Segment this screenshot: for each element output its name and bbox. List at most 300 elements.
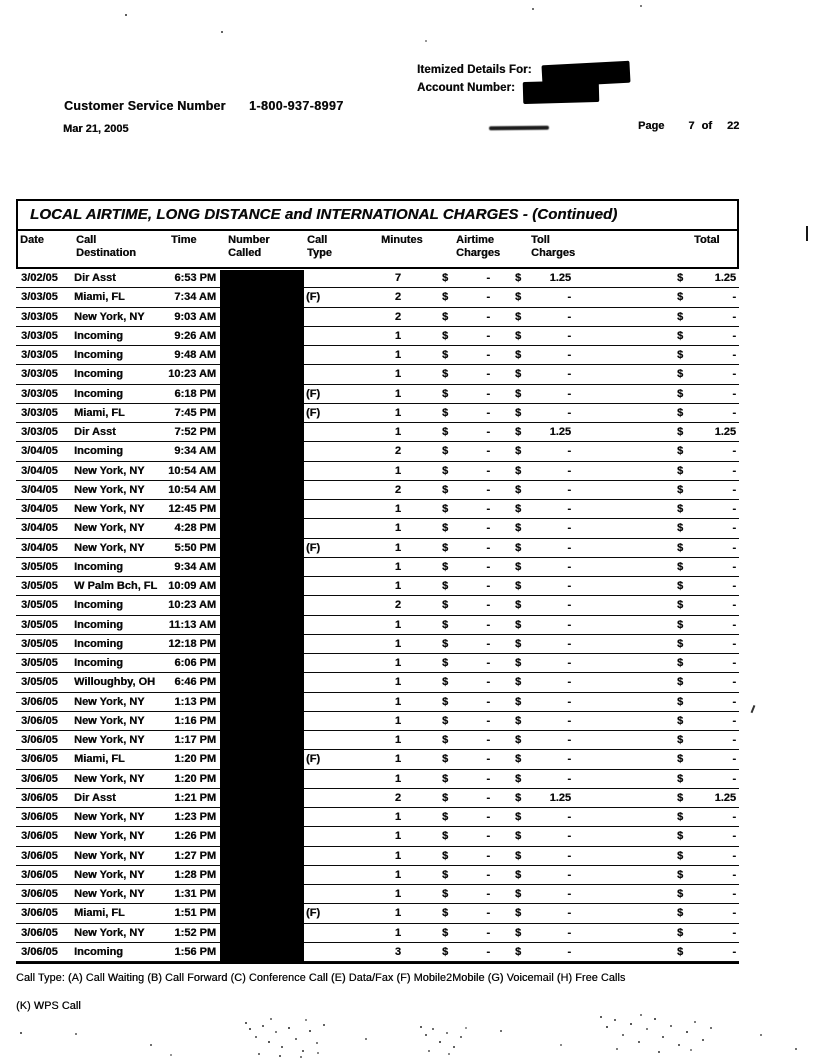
- total-charge-value: -: [732, 580, 736, 592]
- call-time: 10:23 AM: [168, 599, 216, 612]
- call-destination: New York, NY: [74, 830, 145, 843]
- airtime-currency-symbol: $: [442, 272, 449, 284]
- total-charge-value: -: [732, 695, 736, 708]
- airtime-charge-value: -: [486, 695, 490, 708]
- call-minutes: 1: [394, 811, 401, 823]
- total-charge-value: -: [732, 503, 736, 515]
- call-date: 3/06/05: [21, 734, 58, 746]
- table-row: [16, 288, 739, 307]
- table-row: [16, 442, 739, 461]
- airtime-charge-value: -: [486, 368, 490, 381]
- total-charge-value: -: [732, 599, 736, 612]
- call-destination: New York, NY: [74, 522, 145, 535]
- total-currency-symbol: $: [677, 349, 684, 361]
- call-time: 11:13 AM: [168, 618, 216, 631]
- airtime-currency-symbol: $: [442, 618, 449, 631]
- airtime-currency-symbol: $: [442, 599, 449, 612]
- airtime-charge-value: -: [486, 522, 490, 535]
- airtime-charge-value: -: [486, 637, 490, 650]
- redaction-smudge: [489, 126, 549, 131]
- call-time: 6:06 PM: [174, 657, 216, 669]
- column-header-number-called: Number Called: [228, 234, 270, 259]
- call-time: 10:54 AM: [168, 464, 216, 477]
- total-currency-symbol: $: [677, 483, 684, 496]
- toll-currency-symbol: $: [515, 291, 522, 304]
- charges-table: [16, 199, 739, 964]
- airtime-charge-value: -: [486, 811, 490, 823]
- table-row: [16, 385, 739, 404]
- call-time: 1:28 PM: [174, 868, 216, 881]
- total-charge-value: -: [732, 907, 736, 920]
- toll-currency-symbol: $: [515, 888, 522, 900]
- call-type-code: (F): [306, 541, 321, 554]
- toll-currency-symbol: $: [515, 657, 522, 669]
- airtime-currency-symbol: $: [442, 714, 449, 727]
- total-charge-value: -: [732, 830, 736, 843]
- call-time: 12:45 PM: [168, 503, 216, 515]
- toll-charge-value: -: [567, 368, 571, 381]
- call-minutes: 1: [394, 926, 401, 939]
- total-currency-symbol: $: [677, 657, 684, 669]
- call-destination: New York, NY: [74, 541, 145, 554]
- airtime-charge-value: -: [486, 657, 490, 669]
- call-time: 6:46 PM: [174, 676, 216, 689]
- toll-charge-value: 1.25: [549, 426, 571, 438]
- call-date: 3/06/05: [21, 888, 58, 900]
- toll-charge-value: 1.25: [549, 272, 571, 284]
- airtime-currency-symbol: $: [442, 907, 449, 920]
- call-minutes: 3: [394, 945, 401, 958]
- call-date: 3/06/05: [21, 926, 58, 939]
- call-type-code: (F): [306, 406, 321, 419]
- call-time: 1:23 PM: [174, 811, 216, 823]
- call-minutes: 1: [394, 426, 401, 438]
- total-charge-value: -: [732, 734, 736, 746]
- call-date: 3/02/05: [21, 272, 58, 284]
- call-time: 4:28 PM: [174, 522, 216, 535]
- airtime-charge-value: -: [486, 791, 490, 804]
- call-type-code: (F): [306, 387, 321, 400]
- call-minutes: 1: [394, 464, 401, 477]
- call-destination: Miami, FL: [74, 907, 125, 920]
- total-charge-value: -: [732, 676, 736, 689]
- toll-charge-value: -: [567, 695, 571, 708]
- airtime-charge-value: -: [486, 329, 490, 342]
- toll-currency-symbol: $: [515, 599, 522, 612]
- total-currency-symbol: $: [677, 406, 684, 419]
- airtime-charge-value: -: [486, 907, 490, 920]
- total-charge-value: -: [732, 618, 736, 631]
- call-destination: Incoming: [74, 368, 123, 381]
- total-charge-value: -: [732, 945, 736, 958]
- call-type-code: (F): [306, 291, 321, 304]
- airtime-charge-value: -: [486, 310, 490, 323]
- total-charge-value: 1.25: [714, 272, 736, 284]
- call-time: 1:26 PM: [174, 830, 216, 843]
- call-minutes: 7: [394, 272, 401, 284]
- scan-noise-bottom-left: [245, 1022, 247, 1024]
- account-number-label: Account Number:: [417, 82, 515, 94]
- call-date: 3/06/05: [21, 849, 58, 862]
- call-date: 3/04/05: [21, 483, 58, 496]
- call-destination: New York, NY: [74, 868, 145, 881]
- total-currency-symbol: $: [677, 541, 684, 554]
- call-destination: Incoming: [74, 560, 123, 573]
- call-destination: New York, NY: [74, 714, 145, 727]
- airtime-currency-symbol: $: [442, 657, 449, 669]
- call-time: 7:45 PM: [174, 406, 216, 419]
- scan-noise-scatter: [20, 1032, 22, 1034]
- airtime-currency-symbol: $: [442, 387, 449, 400]
- column-header-minutes: Minutes: [381, 234, 423, 246]
- table-row: [16, 904, 739, 923]
- call-destination: New York, NY: [74, 849, 145, 862]
- toll-currency-symbol: $: [515, 676, 522, 689]
- airtime-currency-symbol: $: [442, 734, 449, 746]
- call-date: 3/04/05: [21, 541, 58, 554]
- total-currency-symbol: $: [677, 599, 684, 612]
- scan-noise-bottom-right: [600, 1016, 602, 1018]
- total-currency-symbol: $: [677, 272, 684, 284]
- call-date: 3/05/05: [21, 599, 58, 612]
- toll-charge-value: -: [567, 945, 571, 958]
- call-time: 5:50 PM: [174, 541, 216, 554]
- call-date: 3/06/05: [21, 791, 58, 804]
- call-time: 10:09 AM: [168, 580, 216, 592]
- call-date: 3/03/05: [21, 349, 58, 361]
- table-body: [16, 269, 739, 964]
- call-date: 3/06/05: [21, 945, 58, 958]
- call-date: 3/06/05: [21, 868, 58, 881]
- total-charge-value: -: [732, 464, 736, 477]
- table-row: [16, 847, 739, 866]
- call-minutes: 2: [394, 291, 401, 304]
- call-minutes: 1: [394, 560, 401, 573]
- toll-charge-value: -: [567, 560, 571, 573]
- airtime-charge-value: -: [486, 926, 490, 939]
- call-destination: New York, NY: [74, 695, 145, 708]
- total-charge-value: -: [732, 541, 736, 554]
- total-charge-value: -: [732, 445, 736, 458]
- call-destination: Incoming: [74, 657, 123, 669]
- total-charge-value: -: [732, 349, 736, 361]
- page-total: 22: [727, 120, 740, 132]
- airtime-currency-symbol: $: [442, 945, 449, 958]
- toll-charge-value: -: [567, 849, 571, 862]
- call-time: 1:13 PM: [174, 695, 216, 708]
- toll-currency-symbol: $: [515, 445, 522, 458]
- airtime-currency-symbol: $: [442, 368, 449, 381]
- call-minutes: 1: [394, 349, 401, 361]
- itemized-details-label: Itemized Details For:: [417, 64, 532, 76]
- toll-charge-value: -: [567, 445, 571, 458]
- total-currency-symbol: $: [677, 734, 684, 746]
- toll-charge-value: -: [567, 406, 571, 419]
- toll-currency-symbol: $: [515, 310, 522, 323]
- call-date: 3/04/05: [21, 464, 58, 477]
- total-currency-symbol: $: [677, 791, 684, 804]
- table-row: [16, 365, 739, 384]
- total-charge-value: -: [732, 926, 736, 939]
- toll-currency-symbol: $: [515, 483, 522, 496]
- toll-charge-value: -: [567, 657, 571, 669]
- call-date: 3/03/05: [21, 291, 58, 304]
- call-date: 3/06/05: [21, 772, 58, 785]
- page-label: Page: [638, 120, 665, 132]
- toll-currency-symbol: $: [515, 560, 522, 573]
- table-row: [16, 750, 739, 769]
- total-currency-symbol: $: [677, 676, 684, 689]
- call-minutes: 1: [394, 368, 401, 381]
- wps-call-footnote: (K) WPS Call: [16, 1000, 81, 1012]
- call-date: 3/06/05: [21, 695, 58, 708]
- airtime-charge-value: -: [486, 503, 490, 515]
- call-time: 9:34 AM: [174, 560, 216, 573]
- call-minutes: 1: [394, 830, 401, 843]
- toll-charge-value: -: [567, 599, 571, 612]
- call-time: 9:03 AM: [174, 310, 216, 323]
- call-destination: Incoming: [74, 445, 123, 458]
- total-currency-symbol: $: [677, 560, 684, 573]
- table-row: [16, 866, 739, 885]
- call-destination: Willoughby, OH: [74, 676, 155, 689]
- table-row: [16, 808, 739, 827]
- toll-currency-symbol: $: [515, 791, 522, 804]
- page-indicator: [638, 120, 739, 132]
- airtime-currency-symbol: $: [442, 541, 449, 554]
- toll-currency-symbol: $: [515, 349, 522, 361]
- total-currency-symbol: $: [677, 695, 684, 708]
- call-date: 3/03/05: [21, 368, 58, 381]
- call-destination: Miami, FL: [74, 753, 125, 766]
- airtime-charge-value: -: [486, 541, 490, 554]
- total-charge-value: -: [732, 849, 736, 862]
- airtime-currency-symbol: $: [442, 349, 449, 361]
- call-type-code: (F): [306, 753, 321, 766]
- call-date: 3/06/05: [21, 714, 58, 727]
- page-of-label: of: [701, 120, 712, 132]
- call-minutes: 1: [394, 580, 401, 592]
- toll-charge-value: -: [567, 483, 571, 496]
- airtime-currency-symbol: $: [442, 791, 449, 804]
- toll-currency-symbol: $: [515, 926, 522, 939]
- call-minutes: 1: [394, 676, 401, 689]
- airtime-currency-symbol: $: [442, 637, 449, 650]
- table-row: [16, 500, 739, 519]
- total-charge-value: -: [732, 310, 736, 323]
- call-time: 9:34 AM: [174, 445, 216, 458]
- column-header-call-type: Call Type: [307, 234, 332, 259]
- total-currency-symbol: $: [677, 637, 684, 650]
- total-charge-value: -: [732, 560, 736, 573]
- airtime-currency-symbol: $: [442, 310, 449, 323]
- toll-currency-symbol: $: [515, 907, 522, 920]
- total-currency-symbol: $: [677, 291, 684, 304]
- airtime-charge-value: -: [486, 272, 490, 284]
- airtime-charge-value: -: [486, 868, 490, 881]
- airtime-currency-symbol: $: [442, 426, 449, 438]
- call-time: 1:21 PM: [174, 791, 216, 804]
- airtime-charge-value: -: [486, 618, 490, 631]
- call-time: 1:16 PM: [174, 714, 216, 727]
- call-destination: Dir Asst: [74, 791, 116, 804]
- call-date: 3/04/05: [21, 503, 58, 515]
- toll-currency-symbol: $: [515, 541, 522, 554]
- total-charge-value: -: [732, 714, 736, 727]
- statement-date: Mar 21, 2005: [63, 123, 129, 135]
- toll-charge-value: -: [567, 907, 571, 920]
- table-row: [16, 481, 739, 500]
- call-minutes: 1: [394, 637, 401, 650]
- airtime-charge-value: -: [486, 599, 490, 612]
- airtime-currency-symbol: $: [442, 464, 449, 477]
- call-minutes: 1: [394, 541, 401, 554]
- call-minutes: 2: [394, 599, 401, 612]
- scan-edge-tick: [806, 226, 808, 241]
- airtime-currency-symbol: $: [442, 695, 449, 708]
- call-type-code: (F): [306, 907, 321, 920]
- call-time: 6:18 PM: [174, 387, 216, 400]
- toll-currency-symbol: $: [515, 714, 522, 727]
- call-time: 9:48 AM: [174, 349, 216, 361]
- toll-currency-symbol: $: [515, 618, 522, 631]
- airtime-charge-value: -: [486, 772, 490, 785]
- airtime-currency-symbol: $: [442, 329, 449, 342]
- toll-currency-symbol: $: [515, 637, 522, 650]
- page-number: 7: [688, 120, 695, 132]
- call-date: 3/06/05: [21, 753, 58, 766]
- total-charge-value: -: [732, 888, 736, 900]
- call-time: 12:18 PM: [168, 637, 216, 650]
- toll-charge-value: -: [567, 734, 571, 746]
- call-time: 9:26 AM: [174, 329, 216, 342]
- toll-charge-value: -: [567, 926, 571, 939]
- call-minutes: 1: [394, 849, 401, 862]
- total-currency-symbol: $: [677, 445, 684, 458]
- scan-noise-top: [125, 14, 127, 16]
- call-minutes: 1: [394, 734, 401, 746]
- call-minutes: 2: [394, 445, 401, 458]
- call-minutes: 1: [394, 522, 401, 535]
- call-time: 1:56 PM: [174, 945, 216, 958]
- toll-charge-value: -: [567, 830, 571, 843]
- total-charge-value: -: [732, 657, 736, 669]
- toll-currency-symbol: $: [515, 426, 522, 438]
- table-row: [16, 789, 739, 808]
- call-destination: Miami, FL: [74, 406, 125, 419]
- total-currency-symbol: $: [677, 772, 684, 785]
- airtime-currency-symbol: $: [442, 291, 449, 304]
- call-destination: Dir Asst: [74, 272, 116, 284]
- toll-charge-value: -: [567, 580, 571, 592]
- toll-currency-symbol: $: [515, 849, 522, 862]
- total-currency-symbol: $: [677, 464, 684, 477]
- table-row: [16, 885, 739, 904]
- table-row: [16, 346, 739, 365]
- call-destination: New York, NY: [74, 734, 145, 746]
- table-row: [16, 731, 739, 750]
- call-minutes: 1: [394, 907, 401, 920]
- total-currency-symbol: $: [677, 618, 684, 631]
- toll-charge-value: -: [567, 464, 571, 477]
- call-date: 3/06/05: [21, 811, 58, 823]
- table-title: LOCAL AIRTIME, LONG DISTANCE and INTERNATIONAL CHARGES - (Continued): [18, 201, 737, 231]
- call-minutes: 1: [394, 618, 401, 631]
- toll-currency-symbol: $: [515, 272, 522, 284]
- call-minutes: 1: [394, 772, 401, 785]
- airtime-currency-symbol: $: [442, 830, 449, 843]
- total-currency-symbol: $: [677, 522, 684, 535]
- call-date: 3/06/05: [21, 907, 58, 920]
- total-charge-value: -: [732, 772, 736, 785]
- total-currency-symbol: $: [677, 368, 684, 381]
- call-date: 3/05/05: [21, 676, 58, 689]
- total-charge-value: 1.25: [714, 426, 736, 438]
- airtime-charge-value: -: [486, 349, 490, 361]
- redacted-number-called-column: [220, 270, 304, 964]
- column-header-toll-charges: Toll Charges: [531, 234, 576, 259]
- toll-currency-symbol: $: [515, 830, 522, 843]
- call-destination: Incoming: [74, 599, 123, 612]
- scan-noise-bottom-mid: [420, 1026, 422, 1028]
- table-row: [16, 558, 739, 577]
- column-header-destination: Call Destination: [76, 234, 136, 259]
- airtime-currency-symbol: $: [442, 849, 449, 862]
- call-date: 3/03/05: [21, 406, 58, 419]
- total-currency-symbol: $: [677, 753, 684, 766]
- toll-charge-value: -: [567, 310, 571, 323]
- table-row: [16, 635, 739, 654]
- table-row: [16, 577, 739, 596]
- total-charge-value: -: [732, 753, 736, 766]
- table-row: [16, 327, 739, 346]
- table-row: [16, 269, 739, 288]
- airtime-charge-value: -: [486, 387, 490, 400]
- toll-charge-value: -: [567, 637, 571, 650]
- airtime-currency-symbol: $: [442, 926, 449, 939]
- airtime-charge-value: -: [486, 945, 490, 958]
- toll-currency-symbol: $: [515, 772, 522, 785]
- column-header-airtime-charges: Airtime Charges: [456, 234, 501, 259]
- total-currency-symbol: $: [677, 868, 684, 881]
- total-charge-value: -: [732, 637, 736, 650]
- airtime-charge-value: -: [486, 560, 490, 573]
- call-date: 3/06/05: [21, 830, 58, 843]
- table-row: [16, 616, 739, 635]
- table-row: [16, 673, 739, 692]
- call-date: 3/03/05: [21, 310, 58, 323]
- toll-charge-value: -: [567, 811, 571, 823]
- call-destination: Miami, FL: [74, 291, 125, 304]
- call-destination: New York, NY: [74, 483, 145, 496]
- total-charge-value: -: [732, 291, 736, 304]
- airtime-currency-symbol: $: [442, 406, 449, 419]
- call-minutes: 2: [394, 310, 401, 323]
- call-time: 1:20 PM: [174, 753, 216, 766]
- call-time: 7:34 AM: [174, 291, 216, 304]
- total-currency-symbol: $: [677, 714, 684, 727]
- call-minutes: 1: [394, 657, 401, 669]
- call-time: 1:51 PM: [174, 907, 216, 920]
- total-currency-symbol: $: [677, 830, 684, 843]
- table-row: [16, 654, 739, 673]
- toll-currency-symbol: $: [515, 464, 522, 477]
- table-row: [16, 462, 739, 481]
- airtime-charge-value: -: [486, 406, 490, 419]
- total-currency-symbol: $: [677, 580, 684, 592]
- airtime-charge-value: -: [486, 888, 490, 900]
- total-currency-symbol: $: [677, 849, 684, 862]
